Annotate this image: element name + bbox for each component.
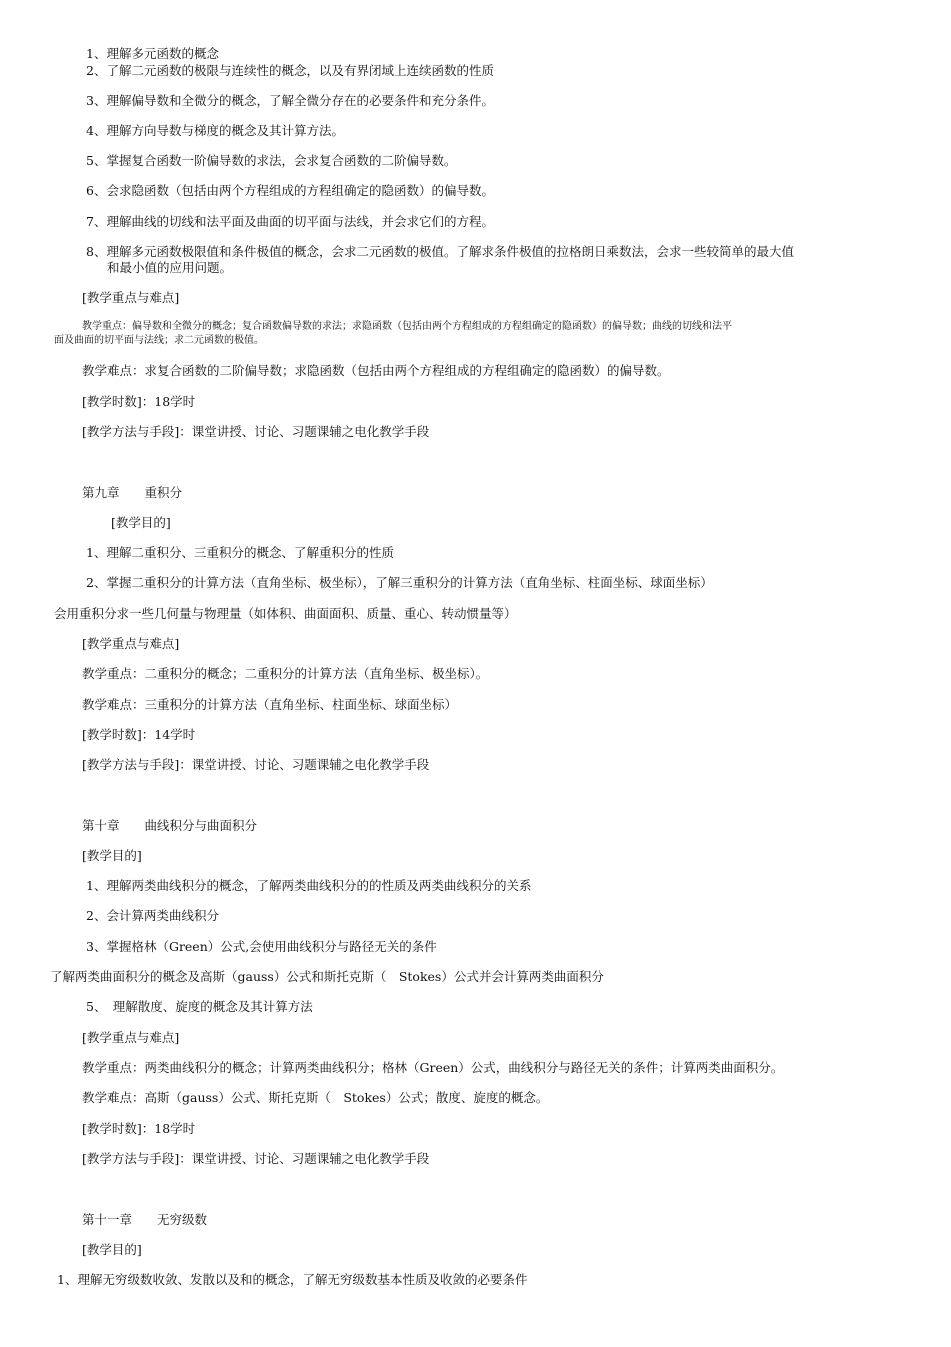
text-line: 2、会计算两类曲线积分 — [86, 908, 219, 923]
text-line: 1、理解两类曲线积分的概念，了解两类曲线积分的的性质及两类曲线积分的关系 — [86, 878, 532, 893]
text-line: [教学方法与手段]：课堂讲授、讨论、习题课辅之电化教学手段 — [82, 757, 430, 772]
text-line: 6、会求隐函数（包括由两个方程组成的方程组确定的隐函数）的偏导数。 — [86, 183, 494, 198]
text-line: 了解两类曲面积分的概念及高斯（gauss）公式和斯托克斯（ Stokes）公式并会计算两类曲面积分 — [50, 969, 604, 984]
text-line: 8、理解多元函数极限值和条件极值的概念，会求二元函数的极值。了解求条件极值的拉格朗日乘数法，会求一些较简单的最大值 — [86, 244, 794, 259]
text-line: 5、 理解散度、旋度的概念及其计算方法 — [86, 999, 313, 1014]
text-line: 1、理解多元函数的概念 — [86, 46, 219, 61]
text-line: 5、掌握复合函数一阶偏导数的求法，会求复合函数的二阶偏导数。 — [86, 153, 457, 168]
text-line: [教学时数]：14学时 — [82, 727, 196, 742]
text-line: 会用重积分求一些几何量与物理量（如体积、曲面面积、质量、重心、转动惯量等） — [54, 606, 517, 621]
section-heading: [教学目的] — [82, 1242, 142, 1257]
section-heading: [教学重点与难点] — [82, 290, 180, 305]
text-line: 面及曲面的切平面与法线；求二元函数的极值。 — [54, 335, 264, 346]
text-line: 2、掌握二重积分的计算方法（直角坐标、极坐标），了解三重积分的计算方法（直角坐标、柱面坐标、球面坐标） — [86, 575, 713, 590]
text-line: [教学方法与手段]：课堂讲授、讨论、习题课辅之电化教学手段 — [82, 424, 430, 439]
section-heading: [教学目的] — [111, 515, 171, 530]
text-line: [教学时数]：18学时 — [82, 394, 196, 409]
chapter-title: 第十章 曲线积分与曲面积分 — [82, 818, 258, 833]
text-line: 2、了解二元函数的极限与连续性的概念，以及有界闭域上连续函数的性质 — [86, 63, 494, 78]
text-line: 教学难点：三重积分的计算方法（直角坐标、柱面坐标、球面坐标） — [82, 697, 458, 712]
text-line: 教学难点：高斯（gauss）公式、斯托克斯（ Stokes）公式；散度、旋度的概念。 — [82, 1090, 549, 1105]
text-line: 教学难点：求复合函数的二阶偏导数；求隐函数（包括由两个方程组成的方程组确定的隐函数）的偏导数。 — [82, 363, 670, 378]
text-line: 4、理解方向导数与梯度的概念及其计算方法。 — [86, 123, 344, 138]
text-line: 7、理解曲线的切线和法平面及曲面的切平面与法线，并会求它们的方程。 — [86, 214, 494, 229]
text-line: 教学重点：两类曲线积分的概念；计算两类曲线积分；格林（Green）公式，曲线积分与路径无关的条件；计算两类曲面积分。 — [82, 1060, 784, 1075]
chapter-title: 第十一章 无穷级数 — [82, 1212, 208, 1227]
section-heading: [教学目的] — [82, 848, 142, 863]
text-line: 3、掌握格林（Green）公式,会使用曲线积分与路径无关的条件 — [86, 939, 437, 954]
text-line: 教学重点：二重积分的概念；二重积分的计算方法（直角坐标、极坐标）。 — [82, 666, 489, 681]
text-line: 3、理解偏导数和全微分的概念，了解全微分存在的必要条件和充分条件。 — [86, 93, 494, 108]
text-line: 教学重点：偏导数和全微分的概念；复合函数偏导数的求法；求隐函数（包括由两个方程组成的方程组确定的隐函数）的偏导数；曲线的切线和法平 — [82, 321, 732, 332]
text-line: 和最小值的应用问题。 — [107, 260, 233, 275]
text-line: [教学方法与手段]：课堂讲授、讨论、习题课辅之电化教学手段 — [82, 1151, 430, 1166]
section-heading: [教学重点与难点] — [82, 1030, 180, 1045]
text-line: 1、理解二重积分、三重积分的概念、了解重积分的性质 — [86, 545, 394, 560]
text-line: 1、理解无穷级数收敛、发散以及和的概念，了解无穷级数基本性质及收敛的必要条件 — [57, 1272, 528, 1287]
section-heading: [教学重点与难点] — [82, 636, 180, 651]
chapter-title: 第九章 重积分 — [82, 485, 183, 500]
text-line: [教学时数]：18学时 — [82, 1121, 196, 1136]
